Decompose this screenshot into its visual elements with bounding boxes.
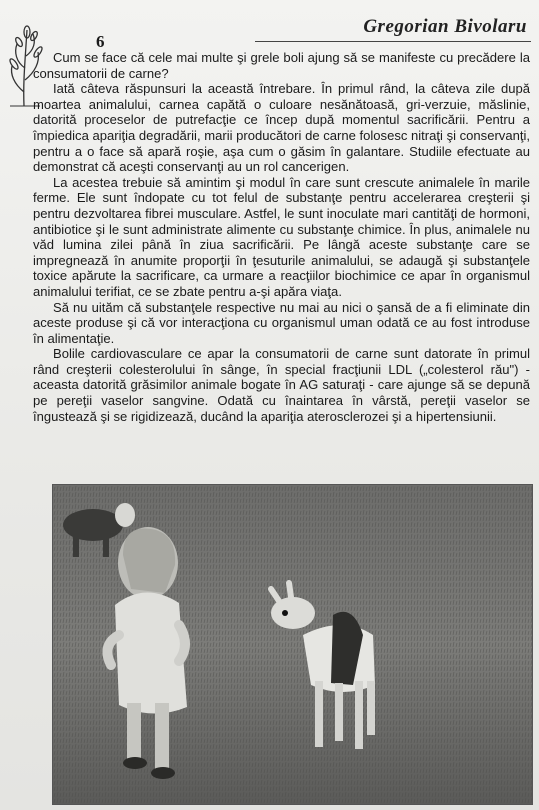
paragraph: Să nu uităm că substanţele respective nu mai au nici o şansă de a fi eliminate din aceste produse şi că vor interacţiona cu organismul uman odată ce au fost introduse în alimentaţie.	[33, 299, 530, 346]
running-title: Gregorian Bivolaru	[363, 16, 527, 37]
paragraph: Cum se face că cele mai multe şi grele boli ajung să se manifeste cu precădere la consumatorii de carne?	[33, 50, 530, 81]
page-number: 6	[96, 32, 105, 51]
paragraph: La acestea trebuie să amintim şi modul în care sunt crescute animalele în marile ferme. Ele sunt îndopate cu tot felul de substanţe pentru accelerarea creşterii şi pentru dezvoltarea fibrei musculare. Astfel, le sunt inoculate mari cantităţi de hormoni, antibiotice şi le sunt administrate alimente cu substanţe chimice. În plus, animalele nu văd lumina zilei până în ziua sacrificării. Pe lângă aceste substanţe care se impregnează în anumite proporţii în ţesuturile animalului, se adaugă şi substanţele toxice apărute la sacrificare, ca urmare a reacţiilor biochimice ce apar în organismul animalului terifiat, ce se zbate pentru a-şi apăra viaţa.	[33, 174, 530, 299]
article-body	[33, 50, 530, 424]
paragraph: Bolile cardiovasculare ce apar la consumatorii de carne sunt datorate în primul rând creşterii colesterolului în sânge, în special fracţiunii LDL („colesterol rău") - aceasta datorită grăsimilor animale bogate în AG saturaţi - care ajunge să se depună pe pereţii vaselor sangvine. Odată cu înaintarea în vârstă, pereţii vaselor se îngustează şi se rigidizează, ducând la apariţia aterosclerozei şi a hipertensiunii.	[33, 346, 530, 424]
header-divider	[255, 41, 531, 42]
paragraph: Iată câteva răspunsuri la această întrebare. În primul rând, la câteva zile după moartea animalului, carnea capătă o culoare nesănătoasă, gri-verzuie, măslinie, datorită proceselor de putrefacţie ce încep după momentul sacrificării. Pentru a împiedica apariţia degradării, marii producători de carne folosesc nitraţi şi conservanţi, pentru a o face să apară roşie, aşa cum o găsim în galantare. Studiile efectuate au demonstrat că aceşti conservanţi au un rol cancerigen.	[33, 81, 530, 175]
photo-child-with-goat	[52, 484, 533, 805]
